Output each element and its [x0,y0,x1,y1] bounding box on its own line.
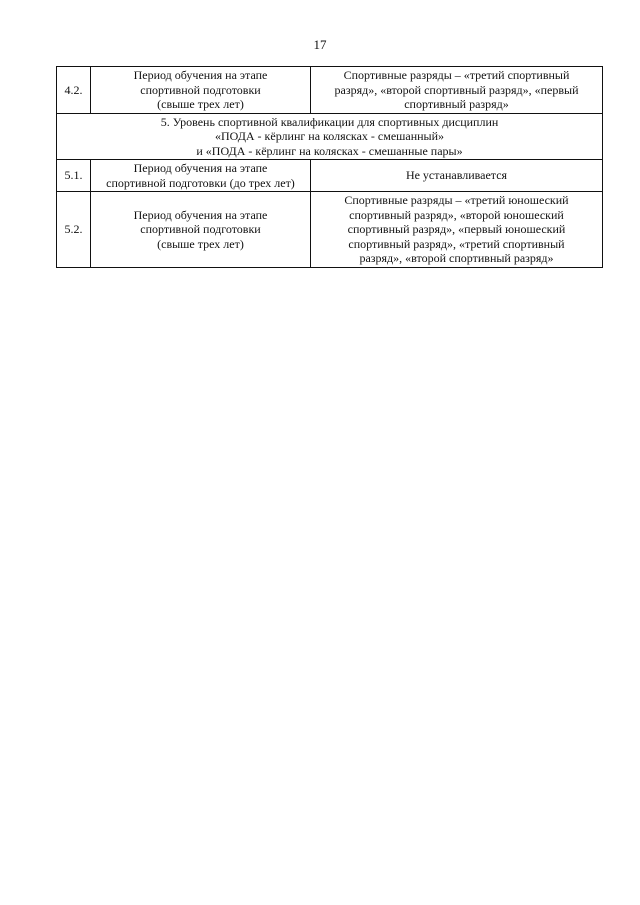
training-period-cell: Период обучения на этапе спортивной подготовки (свыше трех лет) [91,67,311,114]
table-row [57,160,603,192]
table-row [57,67,603,114]
training-period-cell: Период обучения на этапе спортивной подготовки (до трех лет) [91,160,311,192]
row-number-cell: 4.2. [57,67,91,114]
section-heading: 5. Уровень спортивной квалификации для спортивных дисциплин «ПОДА - кёрлинг на колясках - смешанный» и «ПОДА - кёрлинг на колясках - смешанные пары» [57,113,603,160]
section-heading-row [57,113,603,160]
training-period-cell: Период обучения на этапе спортивной подготовки (свыше трех лет) [91,192,311,268]
row-number-cell: 5.2. [57,192,91,268]
row-number-cell: 5.1. [57,160,91,192]
qualification-requirement-cell: Не устанавливается [311,160,603,192]
qualification-table [56,66,603,268]
page-number: 17 [313,37,327,52]
table-row [57,192,603,268]
qualification-requirement-cell: Спортивные разряды – «третий юношеский спортивный разряд», «второй юношеский спортивный разряд», «первый юношеский спортивный разряд», «третий спортивный разряд», «второй спортивный разряд» [311,192,603,268]
qualification-requirement-cell: Спортивные разряды – «третий спортивный разряд», «второй спортивный разряд», «первый спортивный разряд» [311,67,603,114]
